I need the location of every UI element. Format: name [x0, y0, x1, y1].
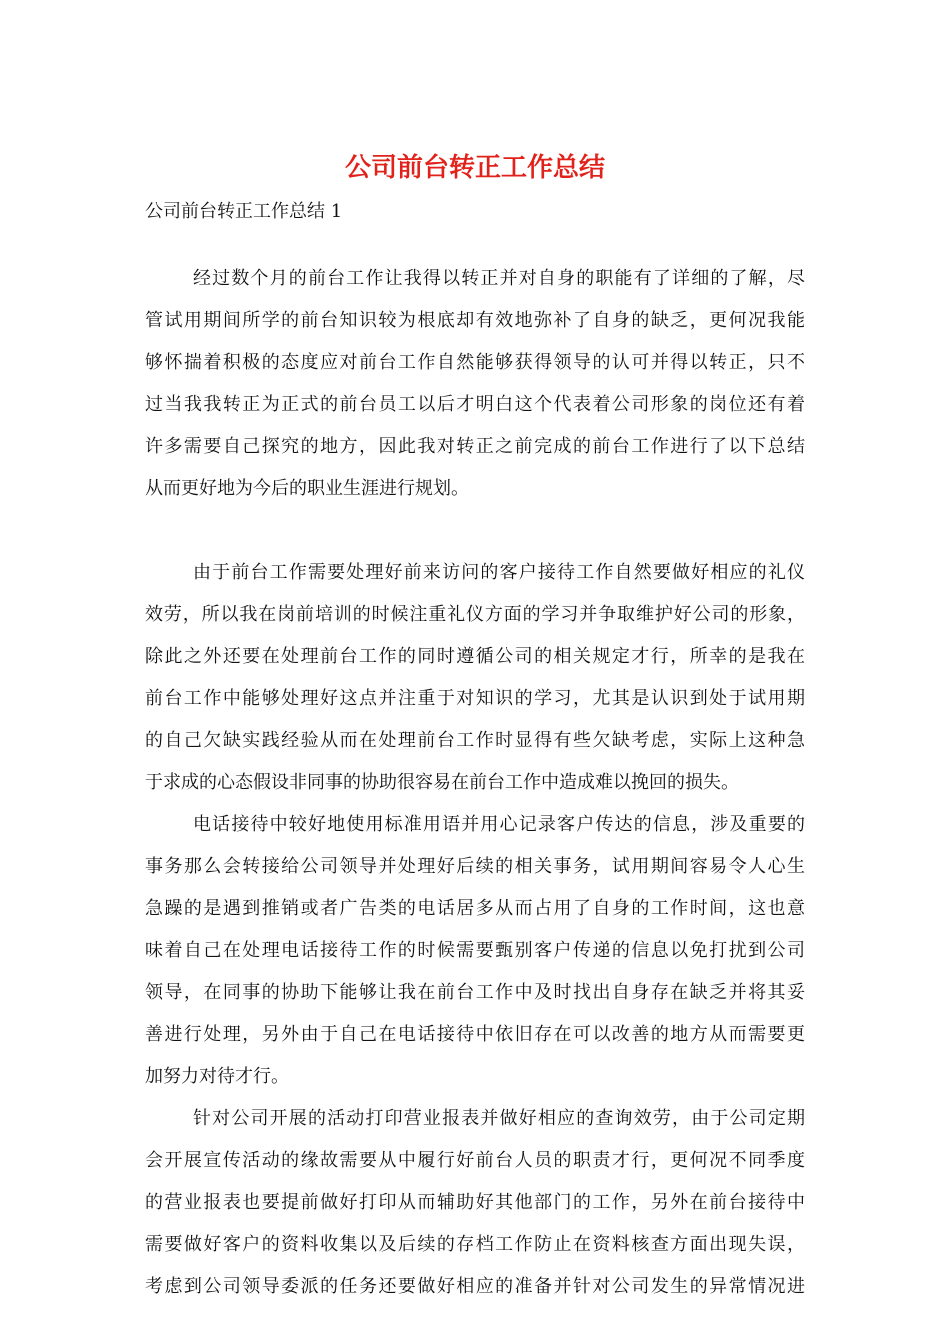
paragraph-2-line-6: 于求成的心态假设非同事的协助很容易在前台工作中造成难以挽回的损失。 — [145, 772, 739, 793]
paragraph-2-line-5: 的自己欠缺实践经验从而在处理前台工作时显得有些欠缺考虑，实际上这种急 — [145, 730, 805, 751]
paragraph-1-line-5: 许多需要自己探究的地方，因此我对转正之前完成的前台工作进行了以下总结 — [145, 436, 805, 457]
document-subtitle: 公司前台转正工作总结 1 — [145, 201, 343, 222]
paragraph-3-line-2: 事务那么会转接给公司领导并处理好后续的相关事务，试用期间容易令人心生 — [145, 856, 805, 877]
paragraph-3-line-1: 电话接待中较好地使用标准用语并用心记录客户传达的信息，涉及重要的 — [193, 814, 805, 835]
paragraph-1-line-6: 从而更好地为今后的职业生涯进行规划。 — [145, 478, 469, 499]
paragraph-1-line-2: 管试用期间所学的前台知识较为根底却有效地弥补了自身的缺乏，更何况我能 — [145, 310, 805, 331]
paragraph-3-line-7: 加努力对待才行。 — [145, 1066, 289, 1087]
paragraph-4-line-2: 会开展宣传活动的缘故需要从中履行好前台人员的职责才行，更何况不同季度 — [145, 1150, 805, 1171]
paragraph-1-line-1: 经过数个月的前台工作让我得以转正并对自身的职能有了详细的了解，尽 — [193, 268, 805, 289]
paragraph-2-line-3: 除此之外还要在处理前台工作的同时遵循公司的相关规定才行，所幸的是我在 — [145, 646, 805, 667]
paragraph-2-line-2: 效劳，所以我在岗前培训的时候注重礼仪方面的学习并争取维护好公司的形象， — [145, 604, 805, 625]
paragraph-4-line-4: 需要做好客户的资料收集以及后续的存档工作防止在资料核查方面出现失误， — [145, 1234, 805, 1255]
paragraph-4-line-1: 针对公司开展的活动打印营业报表并做好相应的查询效劳，由于公司定期 — [193, 1108, 805, 1129]
document-title: 公司前台转正工作总结 — [344, 153, 605, 183]
paragraph-1-line-3: 够怀揣着积极的态度应对前台工作自然能够获得领导的认可并得以转正，只不 — [145, 352, 805, 373]
paragraph-3-line-5: 领导，在同事的协助下能够让我在前台工作中及时找出自身存在缺乏并将其妥 — [145, 982, 805, 1003]
paragraph-3-line-6: 善进行处理，另外由于自己在电话接待中依旧存在可以改善的地方从而需要更 — [145, 1024, 805, 1045]
paragraph-2-line-4: 前台工作中能够处理好这点并注重于对知识的学习，尤其是认识到处于试用期 — [145, 688, 805, 709]
paragraph-3-line-4: 味着自己在处理电话接待工作的时候需要甄别客户传递的信息以免打扰到公司 — [145, 940, 805, 961]
paragraph-4-line-5: 考虑到公司领导委派的任务还要做好相应的准备并针对公司发生的异常情况进 — [145, 1276, 805, 1297]
paragraph-2-line-1: 由于前台工作需要处理好前来访问的客户接待工作自然要做好相应的礼仪 — [193, 562, 805, 583]
paragraph-3-line-3: 急躁的是遇到推销或者广告类的电话居多从而占用了自身的工作时间，这也意 — [145, 898, 805, 919]
paragraph-4-line-3: 的营业报表也要提前做好打印从而辅助好其他部门的工作，另外在前台接待中 — [145, 1192, 805, 1213]
paragraph-1-line-4: 过当我我转正为正式的前台员工以后才明白这个代表着公司形象的岗位还有着 — [145, 394, 805, 415]
